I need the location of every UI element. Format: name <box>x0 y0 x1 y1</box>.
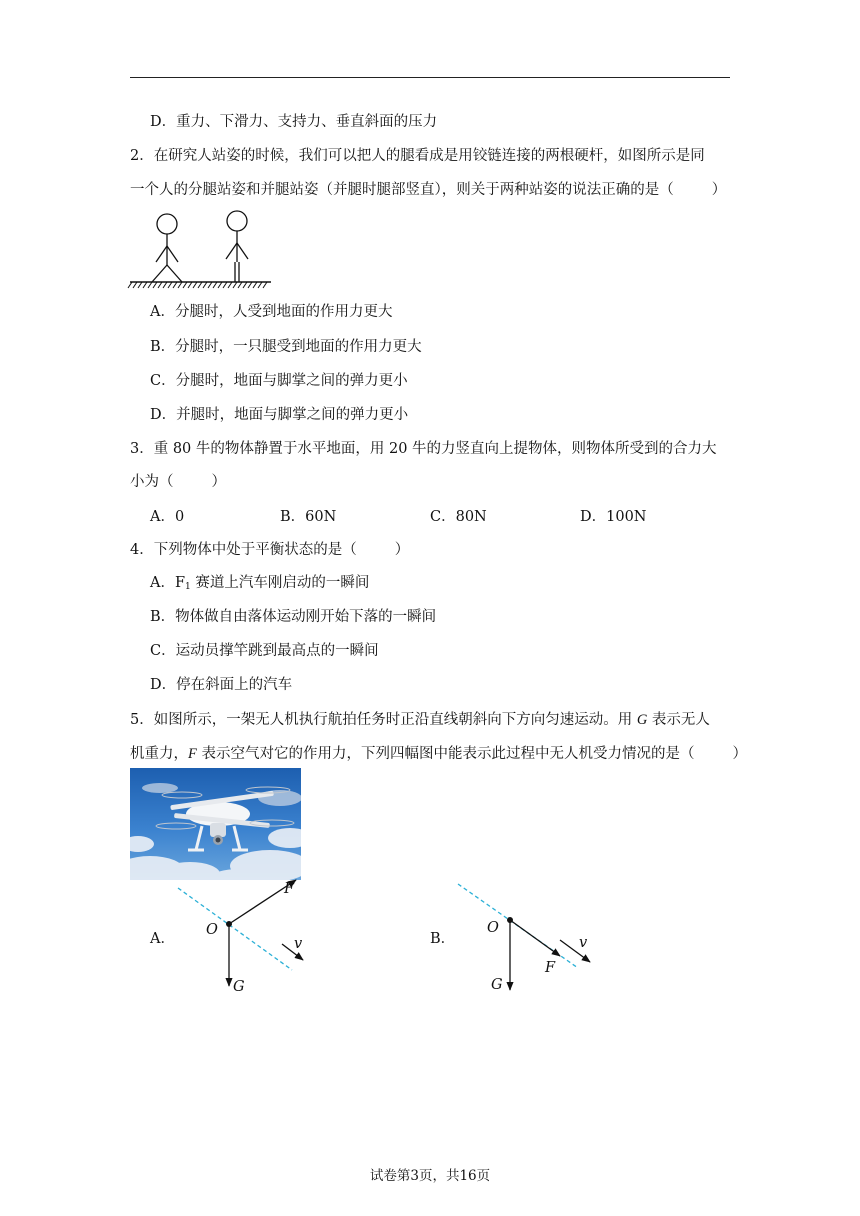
ground-hatch <box>148 282 152 288</box>
q5-option-a-label: A． <box>150 931 175 947</box>
fig-b-o-label: O <box>487 920 499 936</box>
prev-option-d: D．重力、下滑力、支持力、垂直斜面的压力 <box>150 114 438 130</box>
force-diagram-b <box>450 876 600 996</box>
fig-a-o-label: O <box>206 922 218 938</box>
standing-posture-figure <box>128 208 274 292</box>
q3-option-d: D．100N <box>580 509 647 525</box>
fig-a-g-label: G <box>233 979 245 995</box>
ground-hatch <box>213 282 217 288</box>
q4-option-b: B．物体做自由落体运动刚开始下落的一瞬间 <box>150 609 437 625</box>
ground-hatch <box>238 282 242 288</box>
q5-option-b-label: B． <box>430 931 456 947</box>
q3-option-b: B．60N <box>280 509 337 525</box>
ground-hatch <box>208 282 212 288</box>
fig-a-v-label: v <box>294 936 303 952</box>
q3-stem-line1: 3．重 80 牛的物体静置于水平地面，用 20 牛的力竖直向上提物体，则物体所受到的合力大 <box>130 441 717 457</box>
q4-stem: 4．下列物体中处于平衡状态的是（ ） <box>130 542 410 558</box>
q2-option-b: B．分腿时，一只腿受到地面的作用力更大 <box>150 339 422 355</box>
ground-hatch <box>183 282 187 288</box>
ground-hatch <box>188 282 192 288</box>
q2-stem-line1: 2．在研究人站姿的时候，我们可以把人的腿看成是用铰链连接的两根硬杆，如图所示是同 <box>130 148 705 164</box>
ground-hatch <box>153 282 157 288</box>
person1-head <box>157 214 177 234</box>
fig-b-f-label: F <box>545 960 556 976</box>
q4-option-c: C．运动员撑竿跳到最高点的一瞬间 <box>150 643 379 659</box>
drone-photo <box>130 768 301 880</box>
ground-hatch <box>138 282 142 288</box>
fig-b-g-label: G <box>491 977 503 993</box>
ground-hatch <box>263 282 267 288</box>
q2-option-c: C．分腿时，地面与脚掌之间的弹力更小 <box>150 373 408 389</box>
ground-hatch <box>168 282 172 288</box>
ground-hatch <box>243 282 247 288</box>
q2-option-a: A．分腿时，人受到地面的作用力更大 <box>150 304 393 320</box>
ground-hatch <box>253 282 257 288</box>
ground-hatch <box>178 282 182 288</box>
ground-hatch <box>258 282 262 288</box>
q2-option-d: D．并腿时，地面与脚掌之间的弹力更小 <box>150 407 409 423</box>
header-rule <box>130 77 730 78</box>
q3-option-a: A．0 <box>150 509 185 525</box>
ground-hatch <box>158 282 162 288</box>
fig-a-f-label: F <box>284 881 295 897</box>
person2-head <box>227 211 247 231</box>
fig-b-v-label: v <box>579 935 588 951</box>
q4-option-d: D．停在斜面上的汽车 <box>150 677 293 693</box>
q5-stem-line1: 5．如图所示，一架无人机执行航拍任务时正沿直线朝斜向下方向匀速运动。用 G 表示无人 <box>130 712 710 728</box>
ground-hatch <box>128 282 132 288</box>
page-footer: 试卷第3页，共16页 <box>369 1168 491 1184</box>
ground-hatch <box>173 282 177 288</box>
q3-stem-line2: 小为（ ） <box>130 474 226 490</box>
ground-hatch <box>233 282 237 288</box>
q4-option-a: A．$F_1$ 赛道上汽车刚启动的一瞬间 <box>150 575 370 592</box>
ground-hatch <box>143 282 147 288</box>
ground-hatch <box>218 282 222 288</box>
ground-hatch <box>193 282 197 288</box>
q2-stem-line2: 一个人的分腿站姿和并腿站姿（并腿时腿部竖直），则关于两种站姿的说法正确的是（ ） <box>130 182 727 198</box>
q3-option-c: C．80N <box>430 509 487 525</box>
ground-hatch <box>203 282 207 288</box>
ground-hatch <box>163 282 167 288</box>
ground-hatch <box>133 282 137 288</box>
ground-hatch <box>198 282 202 288</box>
ground-hatch <box>223 282 227 288</box>
q5-stem-line2: 机重力，F 表示空气对它的作用力，下列四幅图中能表示此过程中无人机受力情况的是（ ） <box>130 746 747 762</box>
ground-hatch <box>228 282 232 288</box>
ground-hatch <box>248 282 252 288</box>
